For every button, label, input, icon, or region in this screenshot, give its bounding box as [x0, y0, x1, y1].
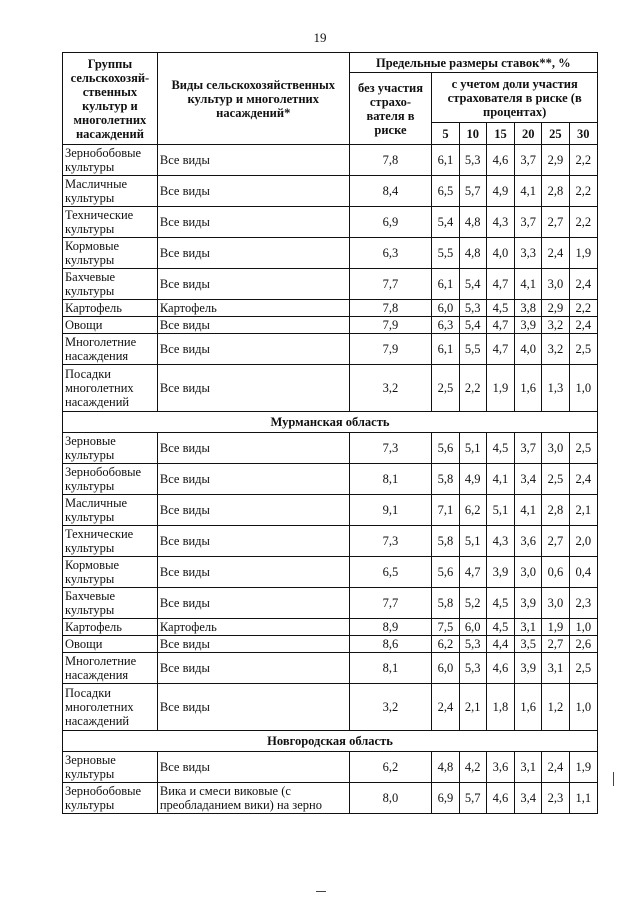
- header-share: 25: [542, 123, 569, 145]
- table-row: [63, 207, 598, 238]
- share-rate: 2,9: [542, 145, 569, 176]
- share-rate: 4,3: [486, 526, 514, 557]
- share-rate: 6,1: [432, 334, 459, 365]
- share-rate: 5,4: [432, 207, 459, 238]
- header-without-participation: без участия страхо-вателя в риске: [349, 73, 432, 145]
- share-rate: 3,6: [515, 526, 542, 557]
- table-row: [63, 495, 598, 526]
- base-rate: 8,1: [349, 653, 432, 684]
- table-row: [63, 653, 598, 684]
- share-rate: 3,0: [542, 269, 569, 300]
- crop-group: Овощи: [63, 317, 158, 334]
- crop-kind: Все виды: [157, 464, 349, 495]
- share-rate: 4,5: [486, 619, 514, 636]
- share-rate: 2,4: [542, 752, 569, 783]
- share-rate: 2,5: [542, 464, 569, 495]
- share-rate: 4,6: [486, 783, 514, 814]
- share-rate: 3,0: [542, 588, 569, 619]
- crop-group: Бахчевые культуры: [63, 588, 158, 619]
- share-rate: 2,0: [569, 526, 597, 557]
- share-rate: 5,1: [486, 495, 514, 526]
- share-rate: 2,7: [542, 526, 569, 557]
- share-rate: 4,8: [459, 238, 486, 269]
- share-rate: 2,3: [569, 588, 597, 619]
- region-row: [63, 731, 598, 752]
- crop-kind: Все виды: [157, 145, 349, 176]
- table-row: [63, 176, 598, 207]
- header-limits: Предельные размеры ставок**, %: [349, 53, 597, 73]
- header-group: Группы сельскохозяй-ственных культур и многолетних насаждений: [63, 53, 158, 145]
- crop-kind: Все виды: [157, 334, 349, 365]
- share-rate: 5,5: [459, 334, 486, 365]
- share-rate: 1,6: [515, 684, 542, 731]
- crop-group: Зерновые культуры: [63, 752, 158, 783]
- share-rate: 3,2: [542, 334, 569, 365]
- share-rate: 1,9: [569, 752, 597, 783]
- base-rate: 6,5: [349, 557, 432, 588]
- share-rate: 3,1: [515, 752, 542, 783]
- share-rate: 2,1: [569, 495, 597, 526]
- header-kinds: Виды сельскохозяйственных культур и многолетних насаждений*: [157, 53, 349, 145]
- share-rate: 3,0: [515, 557, 542, 588]
- table-row: [63, 684, 598, 731]
- crop-kind: Все виды: [157, 636, 349, 653]
- share-rate: 2,3: [542, 783, 569, 814]
- crop-group: Посадки многолетних насаждений: [63, 365, 158, 412]
- share-rate: 5,4: [459, 269, 486, 300]
- crop-group: Многолетние насаждения: [63, 334, 158, 365]
- share-rate: 4,6: [486, 145, 514, 176]
- share-rate: 6,0: [432, 653, 459, 684]
- insurance-rates-table: [62, 52, 598, 814]
- share-rate: 4,7: [486, 317, 514, 334]
- share-rate: 2,6: [569, 636, 597, 653]
- share-rate: 1,0: [569, 684, 597, 731]
- share-rate: 3,9: [515, 317, 542, 334]
- table-row: [63, 636, 598, 653]
- share-rate: 4,5: [486, 588, 514, 619]
- crop-group: Картофель: [63, 300, 158, 317]
- share-rate: 2,1: [459, 684, 486, 731]
- share-rate: 1,0: [569, 365, 597, 412]
- table-row: [63, 752, 598, 783]
- table-body: [63, 145, 598, 814]
- share-rate: 3,1: [542, 653, 569, 684]
- share-rate: 4,7: [459, 557, 486, 588]
- table-row: [63, 365, 598, 412]
- share-rate: 7,1: [432, 495, 459, 526]
- crop-group: Зернобобовые культуры: [63, 464, 158, 495]
- crop-group: Посадки многолетних насаждений: [63, 684, 158, 731]
- crop-group: Картофель: [63, 619, 158, 636]
- crop-group: Зерновые культуры: [63, 433, 158, 464]
- base-rate: 8,9: [349, 619, 432, 636]
- base-rate: 6,2: [349, 752, 432, 783]
- share-rate: 2,8: [542, 495, 569, 526]
- share-rate: 2,5: [569, 653, 597, 684]
- share-rate: 5,2: [459, 588, 486, 619]
- table-row: [63, 300, 598, 317]
- share-rate: 2,2: [569, 207, 597, 238]
- base-rate: 7,8: [349, 300, 432, 317]
- share-rate: 4,6: [486, 653, 514, 684]
- share-rate: 6,9: [432, 783, 459, 814]
- page-number: 19: [313, 30, 327, 45]
- crop-kind: Все виды: [157, 207, 349, 238]
- share-rate: 2,7: [542, 636, 569, 653]
- share-rate: 1,3: [542, 365, 569, 412]
- share-rate: 3,7: [515, 433, 542, 464]
- crop-kind: Все виды: [157, 557, 349, 588]
- share-rate: 5,3: [459, 636, 486, 653]
- share-rate: 5,5: [432, 238, 459, 269]
- share-rate: 0,4: [569, 557, 597, 588]
- table-row: [63, 145, 598, 176]
- header-share: 30: [569, 123, 597, 145]
- base-rate: 6,3: [349, 238, 432, 269]
- region-title: Мурманская область: [63, 412, 598, 433]
- base-rate: 8,4: [349, 176, 432, 207]
- crop-group: Зернобобовые культуры: [63, 783, 158, 814]
- crop-kind: Все виды: [157, 238, 349, 269]
- base-rate: 7,9: [349, 317, 432, 334]
- share-rate: 5,3: [459, 145, 486, 176]
- share-rate: 5,8: [432, 588, 459, 619]
- share-rate: 6,1: [432, 145, 459, 176]
- share-rate: 4,5: [486, 433, 514, 464]
- share-rate: 4,8: [432, 752, 459, 783]
- header-share: 5: [432, 123, 459, 145]
- base-rate: 7,3: [349, 433, 432, 464]
- base-rate: 7,7: [349, 588, 432, 619]
- share-rate: 5,4: [459, 317, 486, 334]
- table-row: [63, 588, 598, 619]
- crop-group: Зернобобовые культуры: [63, 145, 158, 176]
- base-rate: 7,3: [349, 526, 432, 557]
- share-rate: 6,3: [432, 317, 459, 334]
- share-rate: 3,7: [515, 207, 542, 238]
- share-rate: 2,4: [569, 464, 597, 495]
- share-rate: 4,7: [486, 269, 514, 300]
- share-rate: 3,4: [515, 464, 542, 495]
- share-rate: 3,5: [515, 636, 542, 653]
- share-rate: 0,6: [542, 557, 569, 588]
- share-rate: 5,8: [432, 526, 459, 557]
- share-rate: 6,0: [459, 619, 486, 636]
- base-rate: 9,1: [349, 495, 432, 526]
- share-rate: 4,1: [515, 176, 542, 207]
- share-rate: 1,9: [486, 365, 514, 412]
- header-with-participation: с учетом доли участия страхователя в риске (в процентах): [432, 73, 598, 123]
- bottom-mark: [316, 891, 326, 892]
- table-row: [63, 433, 598, 464]
- share-rate: 4,9: [459, 464, 486, 495]
- share-rate: 3,2: [542, 317, 569, 334]
- margin-mark: [613, 772, 614, 786]
- share-rate: 3,6: [486, 752, 514, 783]
- share-rate: 2,2: [459, 365, 486, 412]
- table-row: [63, 464, 598, 495]
- share-rate: 4,1: [486, 464, 514, 495]
- share-rate: 4,3: [486, 207, 514, 238]
- share-rate: 2,8: [542, 176, 569, 207]
- base-rate: 6,9: [349, 207, 432, 238]
- share-rate: 5,6: [432, 433, 459, 464]
- share-rate: 2,4: [569, 269, 597, 300]
- header-share: 15: [486, 123, 514, 145]
- share-rate: 1,8: [486, 684, 514, 731]
- share-rate: 6,2: [432, 636, 459, 653]
- table-row: [63, 783, 598, 814]
- crop-group: Технические культуры: [63, 526, 158, 557]
- share-rate: 4,1: [515, 495, 542, 526]
- crop-group: Многолетние насаждения: [63, 653, 158, 684]
- share-rate: 7,5: [432, 619, 459, 636]
- share-rate: 3,9: [486, 557, 514, 588]
- share-rate: 3,1: [515, 619, 542, 636]
- base-rate: 8,6: [349, 636, 432, 653]
- share-rate: 3,9: [515, 653, 542, 684]
- share-rate: 1,1: [569, 783, 597, 814]
- crop-kind: Все виды: [157, 526, 349, 557]
- crop-kind: Все виды: [157, 653, 349, 684]
- crop-kind: Все виды: [157, 317, 349, 334]
- crop-group: Масличные культуры: [63, 176, 158, 207]
- crop-group: Овощи: [63, 636, 158, 653]
- crop-kind: Все виды: [157, 365, 349, 412]
- crop-kind: Все виды: [157, 495, 349, 526]
- share-rate: 4,7: [486, 334, 514, 365]
- base-rate: 3,2: [349, 365, 432, 412]
- share-rate: 3,7: [515, 145, 542, 176]
- share-rate: 5,1: [459, 433, 486, 464]
- crop-group: Технические культуры: [63, 207, 158, 238]
- share-rate: 4,8: [459, 207, 486, 238]
- share-rate: 3,9: [515, 588, 542, 619]
- crop-kind: Все виды: [157, 269, 349, 300]
- share-rate: 4,4: [486, 636, 514, 653]
- share-rate: 2,2: [569, 300, 597, 317]
- header-share: 20: [515, 123, 542, 145]
- table-row: [63, 526, 598, 557]
- crop-kind: Все виды: [157, 433, 349, 464]
- share-rate: 3,4: [515, 783, 542, 814]
- share-rate: 1,2: [542, 684, 569, 731]
- table-row: [63, 619, 598, 636]
- share-rate: 3,8: [515, 300, 542, 317]
- share-rate: 2,7: [542, 207, 569, 238]
- table-row: [63, 334, 598, 365]
- table-row: [63, 317, 598, 334]
- share-rate: 5,7: [459, 176, 486, 207]
- crop-group: Кормовые культуры: [63, 238, 158, 269]
- share-rate: 2,5: [432, 365, 459, 412]
- share-rate: 2,5: [569, 334, 597, 365]
- share-rate: 1,6: [515, 365, 542, 412]
- share-rate: 1,0: [569, 619, 597, 636]
- share-rate: 3,0: [542, 433, 569, 464]
- share-rate: 4,9: [486, 176, 514, 207]
- share-rate: 4,0: [515, 334, 542, 365]
- share-rate: 4,1: [515, 269, 542, 300]
- share-rate: 2,5: [569, 433, 597, 464]
- share-rate: 4,5: [486, 300, 514, 317]
- share-rate: 6,5: [432, 176, 459, 207]
- base-rate: 3,2: [349, 684, 432, 731]
- base-rate: 7,9: [349, 334, 432, 365]
- base-rate: 8,0: [349, 783, 432, 814]
- share-rate: 3,3: [515, 238, 542, 269]
- table-row: [63, 557, 598, 588]
- crop-kind: Картофель: [157, 300, 349, 317]
- share-rate: 5,8: [432, 464, 459, 495]
- crop-kind: Все виды: [157, 176, 349, 207]
- share-rate: 1,9: [542, 619, 569, 636]
- table-row: [63, 238, 598, 269]
- share-rate: 4,2: [459, 752, 486, 783]
- share-rate: 5,3: [459, 300, 486, 317]
- share-rate: 2,2: [569, 176, 597, 207]
- share-rate: 6,2: [459, 495, 486, 526]
- share-rate: 6,0: [432, 300, 459, 317]
- crop-kind: Вика и смеси виковые (с преобладанием вики) на зерно: [157, 783, 349, 814]
- share-rate: 5,3: [459, 653, 486, 684]
- share-rate: 2,4: [542, 238, 569, 269]
- region-title: Новгородская область: [63, 731, 598, 752]
- crop-kind: Все виды: [157, 752, 349, 783]
- crop-kind: Все виды: [157, 588, 349, 619]
- share-rate: 5,1: [459, 526, 486, 557]
- share-rate: 5,7: [459, 783, 486, 814]
- region-row: [63, 412, 598, 433]
- crop-group: Масличные культуры: [63, 495, 158, 526]
- share-rate: 2,2: [569, 145, 597, 176]
- share-rate: 1,9: [569, 238, 597, 269]
- base-rate: 7,7: [349, 269, 432, 300]
- share-rate: 2,4: [569, 317, 597, 334]
- crop-group: Бахчевые культуры: [63, 269, 158, 300]
- share-rate: 4,0: [486, 238, 514, 269]
- share-rate: 5,6: [432, 557, 459, 588]
- base-rate: 8,1: [349, 464, 432, 495]
- crop-kind: Все виды: [157, 684, 349, 731]
- header-share: 10: [459, 123, 486, 145]
- base-rate: 7,8: [349, 145, 432, 176]
- crop-kind: Картофель: [157, 619, 349, 636]
- share-rate: 6,1: [432, 269, 459, 300]
- table-row: [63, 269, 598, 300]
- crop-group: Кормовые культуры: [63, 557, 158, 588]
- share-rate: 2,9: [542, 300, 569, 317]
- share-rate: 2,4: [432, 684, 459, 731]
